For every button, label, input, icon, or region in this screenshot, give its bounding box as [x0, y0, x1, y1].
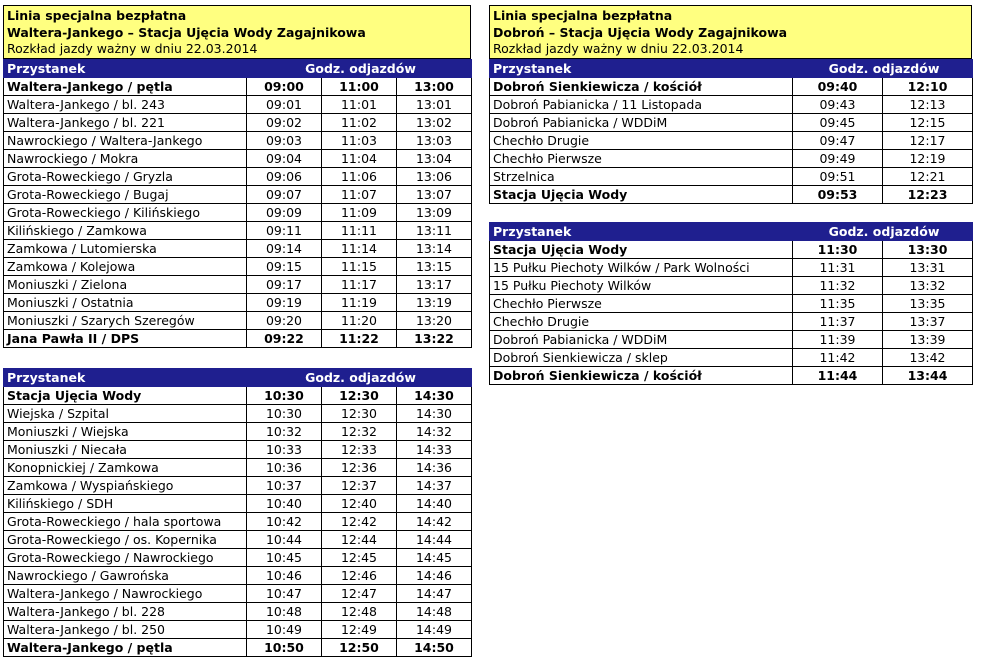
departure-time: 11:01 — [322, 96, 397, 114]
stop-name: Zamkowa / Wyspiańskiego — [4, 477, 247, 495]
stop-name: Grota-Roweckiego / Kilińskiego — [4, 204, 247, 222]
valid-date: Rozkład jazdy ważny w dniu 22.03.2014 — [493, 41, 744, 56]
table-row — [4, 603, 472, 621]
table-row — [4, 312, 472, 330]
departure-time: 09:47 — [793, 132, 883, 150]
column-header-stop: Przystanek — [4, 60, 247, 78]
departure-time: 11:04 — [322, 150, 397, 168]
stop-name: 15 Pułku Piechoty Wilków — [490, 277, 793, 295]
departure-time: 14:30 — [397, 387, 472, 405]
departure-time: 11:44 — [793, 367, 883, 385]
departure-time: 12:19 — [883, 150, 973, 168]
departure-time: 14:48 — [397, 603, 472, 621]
departure-time: 14:32 — [397, 423, 472, 441]
stop-name: Kilińskiego / Zamkowa — [4, 222, 247, 240]
departure-time: 12:49 — [322, 621, 397, 639]
departure-time: 14:42 — [397, 513, 472, 531]
stop-name: Zamkowa / Kolejowa — [4, 258, 247, 276]
table-row — [490, 78, 973, 96]
stop-name: Wiejska / Szpital — [4, 405, 247, 423]
table-row — [4, 567, 472, 585]
table-row — [4, 585, 472, 603]
departure-time: 14:37 — [397, 477, 472, 495]
stop-name: Waltera-Jankego / pętla — [4, 78, 247, 96]
departure-time: 11:02 — [322, 114, 397, 132]
departure-time: 12:50 — [322, 639, 397, 657]
departure-time: 11:30 — [793, 241, 883, 259]
table-row — [4, 441, 472, 459]
departure-time: 11:07 — [322, 186, 397, 204]
column-header-stop: Przystanek — [490, 223, 793, 241]
stop-name: Konopnickiej / Zamkowa — [4, 459, 247, 477]
left-route-header — [3, 5, 471, 59]
departure-time: 10:48 — [247, 603, 322, 621]
table-row — [4, 513, 472, 531]
stop-name: Grota-Roweckiego / Bugaj — [4, 186, 247, 204]
departure-time: 11:09 — [322, 204, 397, 222]
stop-name: Chechło Pierwsze — [490, 295, 793, 313]
departure-time: 11:20 — [322, 312, 397, 330]
departure-time: 13:44 — [883, 367, 973, 385]
departure-time: 13:07 — [397, 186, 472, 204]
stop-name: Waltera-Jankego / bl. 221 — [4, 114, 247, 132]
departure-time: 12:15 — [883, 114, 973, 132]
departure-time: 09:06 — [247, 168, 322, 186]
timetable-return-left — [3, 368, 472, 657]
departure-time: 11:19 — [322, 294, 397, 312]
route-type: Linia specjalna bezpłatna — [493, 8, 673, 23]
table-row — [490, 367, 973, 385]
departure-time: 13:15 — [397, 258, 472, 276]
departure-time: 13:14 — [397, 240, 472, 258]
stop-name: Grota-Roweckiego / Gryzla — [4, 168, 247, 186]
table-row — [4, 531, 472, 549]
departure-time: 10:30 — [247, 405, 322, 423]
departure-time: 11:37 — [793, 313, 883, 331]
departure-time: 10:33 — [247, 441, 322, 459]
table-row — [490, 259, 973, 277]
stop-name: Jana Pawła II / DPS — [4, 330, 247, 348]
stop-name: Stacja Ujęcia Wody — [490, 241, 793, 259]
departure-time: 14:45 — [397, 549, 472, 567]
table-row — [4, 186, 472, 204]
stop-name: Chechło Pierwsze — [490, 150, 793, 168]
departure-time: 14:40 — [397, 495, 472, 513]
table-row — [490, 168, 973, 186]
table-row — [4, 387, 472, 405]
departure-time: 09:45 — [793, 114, 883, 132]
departure-time: 11:14 — [322, 240, 397, 258]
stop-name: Dobroń Sienkiewicza / sklep — [490, 349, 793, 367]
stop-name: Dobroń Pabianicka / WDDiM — [490, 331, 793, 349]
departure-time: 13:17 — [397, 276, 472, 294]
departure-time: 12:44 — [322, 531, 397, 549]
departure-time: 12:32 — [322, 423, 397, 441]
stop-name: Moniuszki / Wiejska — [4, 423, 247, 441]
departure-time: 09:19 — [247, 294, 322, 312]
stop-name: Grota-Roweckiego / hala sportowa — [4, 513, 247, 531]
column-header-times: Godz. odjazdów — [793, 60, 973, 78]
departure-time: 13:04 — [397, 150, 472, 168]
departure-time: 12:48 — [322, 603, 397, 621]
departure-time: 09:07 — [247, 186, 322, 204]
table-row — [4, 132, 472, 150]
table-row — [4, 78, 472, 96]
stop-name: Nawrockiego / Gawrońska — [4, 567, 247, 585]
departure-time: 12:46 — [322, 567, 397, 585]
departure-time: 14:44 — [397, 531, 472, 549]
departure-time: 09:17 — [247, 276, 322, 294]
departure-time: 09:51 — [793, 168, 883, 186]
table-row — [490, 331, 973, 349]
stop-name: Grota-Roweckiego / os. Kopernika — [4, 531, 247, 549]
departure-time: 10:46 — [247, 567, 322, 585]
table-row — [4, 549, 472, 567]
departure-time: 14:50 — [397, 639, 472, 657]
table-row — [490, 186, 973, 204]
stop-name: Moniuszki / Szarych Szeregów — [4, 312, 247, 330]
departure-time: 12:30 — [322, 387, 397, 405]
departure-time: 09:09 — [247, 204, 322, 222]
table-row — [490, 96, 973, 114]
departure-time: 09:14 — [247, 240, 322, 258]
departure-time: 14:47 — [397, 585, 472, 603]
departure-time: 11:15 — [322, 258, 397, 276]
departure-time: 09:11 — [247, 222, 322, 240]
route-name: Waltera-Jankego – Stacja Ujęcia Wody Zagajnikowa — [7, 24, 366, 40]
departure-time: 12:33 — [322, 441, 397, 459]
route-type: Linia specjalna bezpłatna — [7, 8, 187, 23]
table-row — [4, 639, 472, 657]
departure-time: 13:30 — [883, 241, 973, 259]
right-route-header — [489, 5, 972, 59]
departure-time: 09:02 — [247, 114, 322, 132]
table-row — [4, 96, 472, 114]
departure-time: 12:37 — [322, 477, 397, 495]
departure-time: 13:00 — [397, 78, 472, 96]
departure-time: 13:20 — [397, 312, 472, 330]
column-header-stop: Przystanek — [4, 369, 247, 387]
stop-name: Nawrockiego / Waltera-Jankego — [4, 132, 247, 150]
departure-time: 11:31 — [793, 259, 883, 277]
departure-time: 11:32 — [793, 277, 883, 295]
stop-name: 15 Pułku Piechoty Wilków / Park Wolności — [490, 259, 793, 277]
stop-name: Stacja Ujęcia Wody — [490, 186, 793, 204]
departure-time: 11:42 — [793, 349, 883, 367]
departure-time: 13:35 — [883, 295, 973, 313]
stop-name: Waltera-Jankego / bl. 243 — [4, 96, 247, 114]
stop-name: Moniuszki / Zielona — [4, 276, 247, 294]
departure-time: 09:15 — [247, 258, 322, 276]
timetable-outbound-left — [3, 59, 472, 348]
table-row — [490, 132, 973, 150]
departure-time: 12:17 — [883, 132, 973, 150]
table-row — [4, 495, 472, 513]
departure-time: 13:37 — [883, 313, 973, 331]
departure-time: 14:46 — [397, 567, 472, 585]
table-row — [4, 405, 472, 423]
route-name: Dobroń – Stacja Ujęcia Wody Zagajnikowa — [493, 24, 788, 40]
departure-time: 11:03 — [322, 132, 397, 150]
departure-time: 09:03 — [247, 132, 322, 150]
departure-time: 14:36 — [397, 459, 472, 477]
table-row — [490, 295, 973, 313]
table-row — [4, 222, 472, 240]
table-row — [4, 423, 472, 441]
table-row — [490, 277, 973, 295]
table-header-row — [4, 369, 472, 387]
departure-time: 09:00 — [247, 78, 322, 96]
departure-time: 09:43 — [793, 96, 883, 114]
departure-time: 12:40 — [322, 495, 397, 513]
departure-time: 12:30 — [322, 405, 397, 423]
table-row — [4, 330, 472, 348]
departure-time: 13:22 — [397, 330, 472, 348]
departure-time: 09:20 — [247, 312, 322, 330]
table-row — [4, 204, 472, 222]
table-row — [4, 150, 472, 168]
departure-time: 12:42 — [322, 513, 397, 531]
stop-name: Strzelnica — [490, 168, 793, 186]
departure-time: 09:49 — [793, 150, 883, 168]
stop-name: Dobroń Sienkiewicza / kościół — [490, 367, 793, 385]
departure-time: 13:31 — [883, 259, 973, 277]
departure-time: 13:19 — [397, 294, 472, 312]
table-row — [4, 258, 472, 276]
stop-name: Nawrockiego / Mokra — [4, 150, 247, 168]
departure-time: 10:30 — [247, 387, 322, 405]
departure-time: 11:11 — [322, 222, 397, 240]
departure-time: 10:42 — [247, 513, 322, 531]
table-row — [4, 621, 472, 639]
stop-name: Chechło Drugie — [490, 313, 793, 331]
departure-time: 10:47 — [247, 585, 322, 603]
departure-time: 14:33 — [397, 441, 472, 459]
departure-time: 12:36 — [322, 459, 397, 477]
column-header-times: Godz. odjazdów — [793, 223, 973, 241]
stop-name: Zamkowa / Lutomierska — [4, 240, 247, 258]
table-row — [4, 168, 472, 186]
departure-time: 10:49 — [247, 621, 322, 639]
departure-time: 12:10 — [883, 78, 973, 96]
table-row — [4, 114, 472, 132]
departure-time: 14:49 — [397, 621, 472, 639]
departure-time: 13:03 — [397, 132, 472, 150]
table-row — [490, 241, 973, 259]
stop-name: Chechło Drugie — [490, 132, 793, 150]
table-header-row — [4, 60, 472, 78]
stop-name: Waltera-Jankego / Nawrockiego — [4, 585, 247, 603]
table-row — [4, 294, 472, 312]
departure-time: 11:06 — [322, 168, 397, 186]
table-row — [4, 459, 472, 477]
departure-time: 12:21 — [883, 168, 973, 186]
departure-time: 10:45 — [247, 549, 322, 567]
table-row — [4, 276, 472, 294]
departure-time: 13:09 — [397, 204, 472, 222]
table-row — [490, 114, 973, 132]
stop-name: Waltera-Jankego / pętla — [4, 639, 247, 657]
stop-name: Grota-Roweckiego / Nawrockiego — [4, 549, 247, 567]
table-row — [490, 150, 973, 168]
departure-time: 11:39 — [793, 331, 883, 349]
column-header-times: Godz. odjazdów — [247, 369, 472, 387]
departure-time: 13:42 — [883, 349, 973, 367]
departure-time: 13:02 — [397, 114, 472, 132]
departure-time: 12:13 — [883, 96, 973, 114]
departure-time: 11:22 — [322, 330, 397, 348]
table-row — [4, 240, 472, 258]
departure-time: 09:40 — [793, 78, 883, 96]
departure-time: 12:47 — [322, 585, 397, 603]
stop-name: Moniuszki / Ostatnia — [4, 294, 247, 312]
timetable-outbound-right — [489, 59, 973, 204]
departure-time: 10:40 — [247, 495, 322, 513]
departure-time: 10:50 — [247, 639, 322, 657]
departure-time: 09:04 — [247, 150, 322, 168]
stop-name: Dobroń Pabianicka / WDDiM — [490, 114, 793, 132]
stop-name: Moniuszki / Niecała — [4, 441, 247, 459]
column-header-times: Godz. odjazdów — [247, 60, 472, 78]
departure-time: 13:01 — [397, 96, 472, 114]
departure-time: 10:32 — [247, 423, 322, 441]
departure-time: 12:45 — [322, 549, 397, 567]
departure-time: 10:36 — [247, 459, 322, 477]
stop-name: Stacja Ujęcia Wody — [4, 387, 247, 405]
departure-time: 09:22 — [247, 330, 322, 348]
departure-time: 11:35 — [793, 295, 883, 313]
departure-time: 14:30 — [397, 405, 472, 423]
table-row — [490, 349, 973, 367]
departure-time: 13:06 — [397, 168, 472, 186]
table-header-row — [490, 60, 973, 78]
departure-time: 11:17 — [322, 276, 397, 294]
table-header-row — [490, 223, 973, 241]
column-header-stop: Przystanek — [490, 60, 793, 78]
stop-name: Kilińskiego / SDH — [4, 495, 247, 513]
stop-name: Dobroń Sienkiewicza / kościół — [490, 78, 793, 96]
departure-time: 09:53 — [793, 186, 883, 204]
stop-name: Waltera-Jankego / bl. 250 — [4, 621, 247, 639]
stop-name: Waltera-Jankego / bl. 228 — [4, 603, 247, 621]
table-row — [490, 313, 973, 331]
valid-date: Rozkład jazdy ważny w dniu 22.03.2014 — [7, 41, 258, 56]
table-row — [4, 477, 472, 495]
stop-name: Dobroń Pabianicka / 11 Listopada — [490, 96, 793, 114]
departure-time: 10:44 — [247, 531, 322, 549]
departure-time: 09:01 — [247, 96, 322, 114]
timetable-return-right — [489, 222, 973, 385]
departure-time: 11:00 — [322, 78, 397, 96]
departure-time: 10:37 — [247, 477, 322, 495]
departure-time: 13:32 — [883, 277, 973, 295]
departure-time: 13:11 — [397, 222, 472, 240]
departure-time: 12:23 — [883, 186, 973, 204]
departure-time: 13:39 — [883, 331, 973, 349]
